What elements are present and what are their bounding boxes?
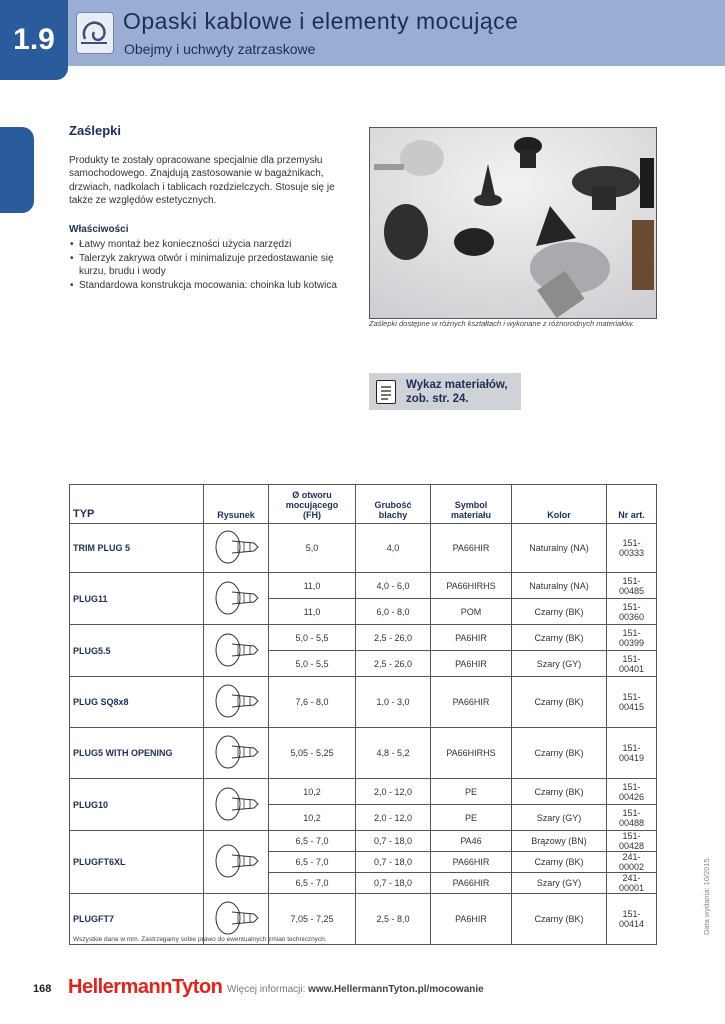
cell-thickness: 2,5 - 26,0 [356,651,431,677]
cell-material: POM [431,599,512,625]
cell-art: 151-00488 [607,805,657,831]
product-drawing [204,728,269,779]
page-number: 168 [33,983,52,995]
cell-art: 151-00333 [607,524,657,573]
cell-art: 151-00485 [607,573,657,599]
cell-art: 151-00428 [607,831,657,852]
col-typ: TYP [70,485,204,524]
feature-item: • Łatwy montaż bez konieczności użycia narzędzi [79,238,349,252]
cell-art: 241-00002 [607,852,657,873]
cell-fh: 5,0 - 5,5 [269,625,356,651]
photo-caption: Zaślepki dostępne w różnych kształtach i wykonane z różnorodnych materiałów. [369,319,635,328]
cell-color: Szary (GY) [512,873,607,894]
col-symbol-line1: Symbol [454,500,488,510]
col-fh-line2: mocującego [285,500,339,510]
cell-art: 151-00426 [607,779,657,805]
cell-fh: 10,2 [269,779,356,805]
cell-material: PA46 [431,831,512,852]
product-type: PLUG5.5 [70,625,204,677]
cell-fh: 10,2 [269,805,356,831]
cell-art: 151-00360 [607,599,657,625]
issue-date: Data wydania: 10/2015 [702,858,711,935]
cell-color: Czarny (BK) [512,677,607,728]
footnote: Wszystkie dane w mm. Zastrzegamy sobie prawo do ewentualnych zmian technicznych. [73,936,327,943]
cell-color: Czarny (BK) [512,625,607,651]
plug-drawing-icon [208,732,264,772]
product-drawing [204,625,269,677]
cell-material: PA6HIR [431,625,512,651]
plug-drawing-icon [208,527,264,567]
plug-drawing-icon [208,681,264,721]
plug-drawing-icon [208,784,264,824]
cell-thickness: 2,0 - 12,0 [356,779,431,805]
plug-drawing-icon [208,578,264,618]
product-type: PLUGFT6XL [70,831,204,894]
product-type: PLUG11 [70,573,204,625]
col-fh-line1: Ø otworu [292,490,332,500]
cell-material: PA66HIR [431,677,512,728]
intro-body: Produkty te zostały opracowane specjalnie dla przemysłu samochodowego. Znajdują zastosowanie w bagażnikach, drzwiach, nadkolach i tablicach rozdzielczych. Stosuje się je także ze względów estetycznych. [69,154,335,206]
product-type: PLUG10 [70,779,204,831]
cell-fh: 6,5 - 7,0 [269,873,356,894]
cell-color: Szary (GY) [512,651,607,677]
cell-material: PA6HIR [431,651,512,677]
cell-fh: 7,05 - 7,25 [269,894,356,945]
more-info-link[interactable]: www.HellermannTyton.pl/mocowanie [308,984,484,995]
section-number: 1.9 [0,0,68,80]
col-symbol [431,485,512,524]
materials-line1: Wykaz materiałów, [406,378,508,391]
cell-art: 151-00415 [607,677,657,728]
cell-fh: 5,0 [269,524,356,573]
cell-material: PA66HIR [431,524,512,573]
cell-thickness: 0,7 - 18,0 [356,831,431,852]
table-row [70,524,657,573]
cell-fh: 5,05 - 5,25 [269,728,356,779]
materials-reference-box[interactable] [369,373,521,410]
cell-material: PE [431,779,512,805]
cell-thickness: 6,0 - 8,0 [356,599,431,625]
materials-reference-text [406,378,508,406]
product-drawing [204,677,269,728]
plug-drawing-icon [208,898,264,938]
cell-thickness: 4,0 [356,524,431,573]
cell-thickness: 1,0 - 3,0 [356,677,431,728]
cell-fh: 11,0 [269,599,356,625]
intro-section [69,124,349,292]
page-subtitle: Obejmy i uchwyty zatrzaskowe [124,41,316,57]
cell-thickness: 0,7 - 18,0 [356,852,431,873]
table-row [70,728,657,779]
more-info-label: Więcej informacji: [227,984,306,995]
cell-fh: 7,6 - 8,0 [269,677,356,728]
cell-material: PA6HIR [431,894,512,945]
col-kolor: Kolor [512,485,607,524]
product-drawing [204,779,269,831]
cell-material: PA66HIRHS [431,573,512,599]
col-symbol-line2: materiału [450,510,492,520]
cell-fh: 11,0 [269,573,356,599]
plug-drawing-icon [208,841,264,881]
materials-line2: zob. str. 24. [406,392,469,405]
plug-drawing-icon [208,630,264,670]
side-tab [0,127,34,213]
table-body [70,524,657,945]
cell-thickness: 4,0 - 6,0 [356,573,431,599]
cell-art: 151-00399 [607,625,657,651]
product-table [69,484,657,945]
cell-material: PA66HIR [431,852,512,873]
product-photo [369,127,657,319]
cell-color: Naturalny (NA) [512,573,607,599]
product-drawing [204,573,269,625]
cell-thickness: 4,8 - 5,2 [356,728,431,779]
product-drawing [204,524,269,573]
cell-thickness: 2,5 - 26,0 [356,625,431,651]
cell-art: 241-00001 [607,873,657,894]
table-row [70,831,657,852]
brand-logo: HellermannTyton [68,976,223,998]
col-thickness-line1: Grubość [374,500,412,510]
cell-thickness: 0,7 - 18,0 [356,873,431,894]
feature-item: • Standardowa konstrukcja mocowania: choinka lub kotwica [79,279,349,293]
product-type: PLUGFT7 [70,894,204,945]
cell-art: 151-00401 [607,651,657,677]
cell-material: PE [431,805,512,831]
product-type: TRIM PLUG 5 [70,524,204,573]
col-thickness [356,485,431,524]
feature-item: • Talerzyk zakrywa otwór i minimalizuje przedostawanie się kurzu, brudu i wody [79,252,349,279]
cable-clip-icon [76,12,114,54]
cell-fh: 5,0 - 5,5 [269,651,356,677]
table-row [70,677,657,728]
cell-material: PA66HIRHS [431,728,512,779]
col-nr-art: Nr art. [607,485,657,524]
table-header-row [70,485,657,524]
cell-material: PA66HIR [431,873,512,894]
col-rysunek: Rysunek [204,485,269,524]
cell-color: Czarny (BK) [512,852,607,873]
product-drawing [204,831,269,894]
page-title: Opaski kablowe i elementy mocujące [123,8,519,34]
features-list [69,238,349,292]
intro-heading: Zaślepki [69,123,122,138]
product-type: PLUG5 WITH OPENING [70,728,204,779]
cell-art: 151-00414 [607,894,657,945]
cell-color: Czarny (BK) [512,728,607,779]
col-fh-line3: (FH) [303,510,321,520]
cell-color: Czarny (BK) [512,779,607,805]
table-row [70,573,657,599]
cell-thickness: 2,0 - 12,0 [356,805,431,831]
col-thickness-line2: blachy [378,510,408,520]
product-type: PLUG SQ8x8 [70,677,204,728]
cell-color: Czarny (BK) [512,894,607,945]
cell-thickness: 2,5 - 8,0 [356,894,431,945]
table-row [70,779,657,805]
cell-fh: 6,5 - 7,0 [269,831,356,852]
cell-color: Szary (GY) [512,805,607,831]
cell-color: Brązowy (BN) [512,831,607,852]
cell-color: Naturalny (NA) [512,524,607,573]
cell-fh: 6,5 - 7,0 [269,852,356,873]
table-row [70,625,657,651]
cell-art: 151-00419 [607,728,657,779]
features-heading: Właściwości [69,223,129,235]
cell-color: Czarny (BK) [512,599,607,625]
document-icon [376,380,396,404]
more-info [227,984,484,995]
col-fh [269,485,356,524]
